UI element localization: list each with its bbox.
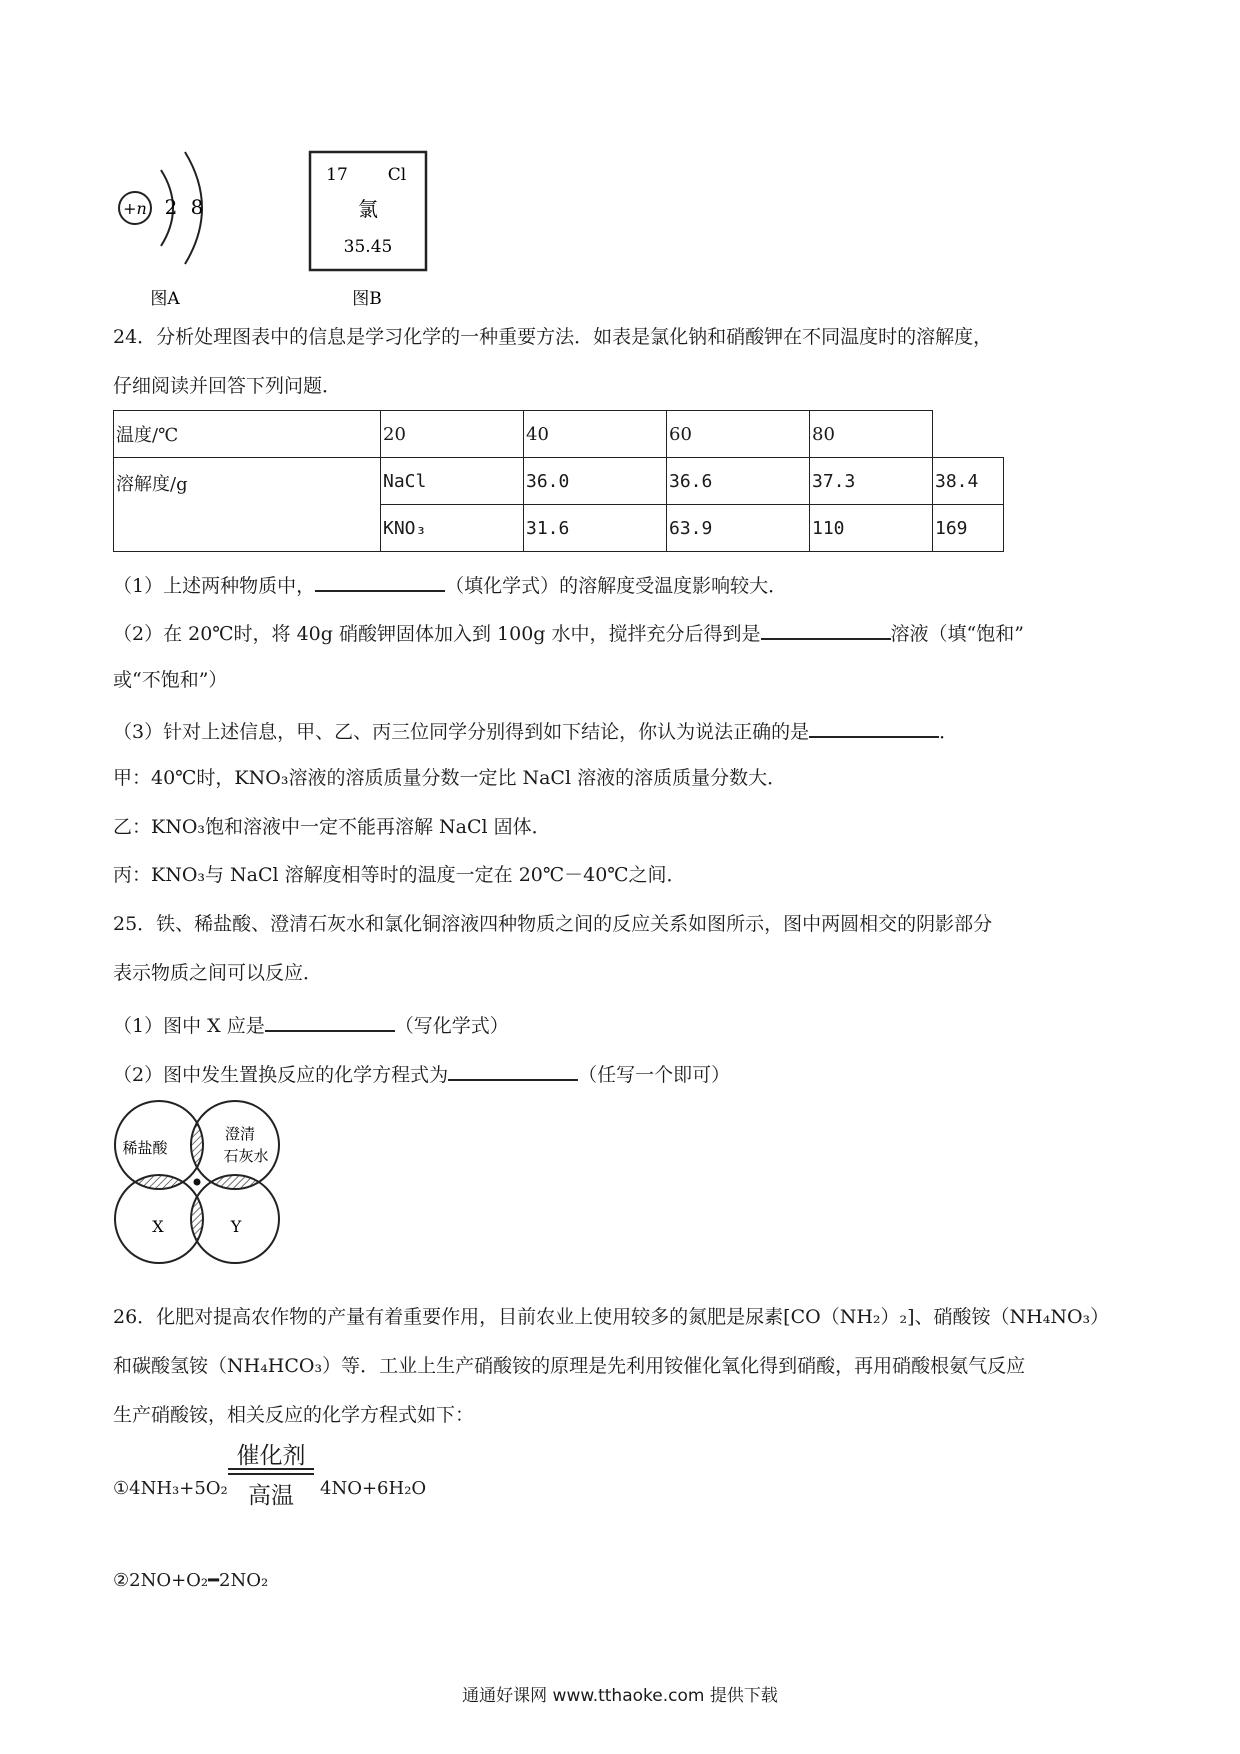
table-cell: 36.6 <box>667 458 810 505</box>
table-cell: 169 <box>933 505 1004 552</box>
table-cell: 110 <box>810 505 933 552</box>
row-name: KNO₃ <box>381 505 524 552</box>
q25-part-1 <box>113 1010 509 1039</box>
figure-a <box>113 150 273 310</box>
q24-p2-text-b: 溶液（填“饱和” <box>890 623 1024 645</box>
label-limewater-1: 澄清 <box>224 1125 256 1143</box>
q24-part-2-cont: 或“不饱和”） <box>113 669 228 691</box>
q24-part-1 <box>113 570 787 599</box>
figure-b-caption: 图B <box>352 289 382 309</box>
q24-part-2 <box>113 618 1024 647</box>
reaction-diagram <box>112 1097 287 1267</box>
table-row-nacl <box>114 458 1004 505</box>
answer-blank[interactable] <box>448 1059 578 1081</box>
four-circle-diagram <box>112 1097 287 1267</box>
equation-1-arrow-line-bottom <box>228 1473 314 1475</box>
statement-bing: 丙：KNO₃与 NaCl 溶解度相等时的温度一定在 20℃－40℃之间． <box>113 864 686 886</box>
figure-a-caption: 图A <box>150 289 180 309</box>
table-row-temp <box>114 411 1004 458</box>
temp-cell: 60 <box>667 411 810 458</box>
q26-stem-3: 生产硝酸铵，相关反应的化学方程式如下： <box>113 1404 475 1426</box>
q24-p1-text-b: （填化学式）的溶解度受温度影响较大． <box>445 575 788 597</box>
equation-1-left: ①4NH₃+5O₂ <box>113 1478 228 1499</box>
table-cell: 36.0 <box>524 458 667 505</box>
answer-blank[interactable] <box>315 570 445 592</box>
atom-diagram <box>113 150 273 310</box>
q25-p1-text-a: （1）图中 X 应是 <box>113 1015 265 1037</box>
equation-1-condition: 高温 <box>248 1483 294 1509</box>
temp-cell: 20 <box>381 411 524 458</box>
element-card <box>305 150 435 310</box>
equation-2: ②2NO+O₂━2NO₂ <box>113 1570 269 1591</box>
q25-p1-text-b: （写化学式） <box>394 1015 509 1037</box>
temp-cell: 80 <box>810 411 933 458</box>
label-x: X <box>152 1217 164 1236</box>
temp-cell: 40 <box>524 411 667 458</box>
table-cell: 37.3 <box>810 458 933 505</box>
page-footer: 通通好课网 www.tthaoke.com 提供下载 <box>462 1686 778 1706</box>
q26-stem-2: 和碳酸氢铵（NH₄HCO₃）等．工业上生产硝酸铵的原理是先利用铵催化氧化得到硝酸，再用硝酸根氨气反应 <box>113 1355 1026 1377</box>
q25-stem-2: 表示物质之间可以反应． <box>113 962 323 984</box>
equation-1-catalyst: 催化剂 <box>236 1443 306 1469</box>
atom-shell-2: 8 <box>190 195 204 219</box>
q24-p3-text-a: （3）针对上述信息，甲、乙、丙三位同学分别得到如下结论，你认为说法正确的是 <box>113 721 810 743</box>
answer-blank[interactable] <box>265 1010 395 1032</box>
temp-label: 温度/℃ <box>114 411 381 458</box>
equation-1-arrow-line-top <box>228 1468 314 1470</box>
element-symbol: Cl <box>387 165 407 185</box>
figure-b <box>305 150 435 310</box>
table-cell: 63.9 <box>667 505 810 552</box>
table-cell: 31.6 <box>524 505 667 552</box>
atom-shell-1: 2 <box>164 195 178 219</box>
q24-p2-text-a: （2）在 20℃时，将 40g 硝酸钾固体加入到 100g 水中，搅拌充分后得到是 <box>113 623 761 645</box>
q25-part-2 <box>113 1059 730 1088</box>
q24-stem-1: 24．分析处理图表中的信息是学习化学的一种重要方法．如表是氯化钠和硝酸钾在不同温度时的溶解度， <box>113 326 993 348</box>
label-hcl: 稀盐酸 <box>122 1139 168 1157</box>
statement-jia: 甲：40℃时，KNO₃溶液的溶质质量分数一定比 NaCl 溶液的溶质质量分数大． <box>113 767 787 789</box>
table-cell: 38.4 <box>933 458 1004 505</box>
q24-p1-text-a: （1）上述两种物质中， <box>113 575 316 597</box>
row-name: NaCl <box>381 458 524 505</box>
q24-part-3 <box>113 716 958 745</box>
q24-p3-text-b: ． <box>939 721 959 743</box>
equation-1-right: 4NO+6H₂O <box>320 1478 427 1499</box>
solubility-table <box>113 410 1004 552</box>
q26-stem-1: 26．化肥对提高农作物的产量有着重要作用，目前农业上使用较多的氮肥是尿素[CO（NH₂）₂]、硝酸铵（NH₄NO₃） <box>113 1306 1110 1328</box>
statement-yi: 乙：KNO₃饱和溶液中一定不能再溶解 NaCl 固体． <box>113 816 551 838</box>
answer-blank[interactable] <box>761 618 891 640</box>
q24-stem-2: 仔细阅读并回答下列问题． <box>113 375 342 397</box>
atom-nucleus: +n <box>123 199 147 218</box>
element-mass: 35.45 <box>343 237 393 257</box>
element-number: 17 <box>326 165 348 185</box>
label-y: Y <box>230 1217 242 1236</box>
element-name: 氯 <box>358 197 378 221</box>
label-limewater-2: 石灰水 <box>223 1147 269 1165</box>
q25-stem-1: 25．铁、稀盐酸、澄清石灰水和氯化铜溶液四种物质之间的反应关系如图所示，图中两圆相交的阴影部分 <box>113 913 993 935</box>
q25-p2-text-b: （任写一个即可） <box>578 1064 731 1086</box>
solubility-label: 溶解度/g <box>114 458 381 552</box>
q25-p2-text-a: （2）图中发生置换反应的化学方程式为 <box>113 1064 449 1086</box>
answer-blank[interactable] <box>809 716 939 738</box>
